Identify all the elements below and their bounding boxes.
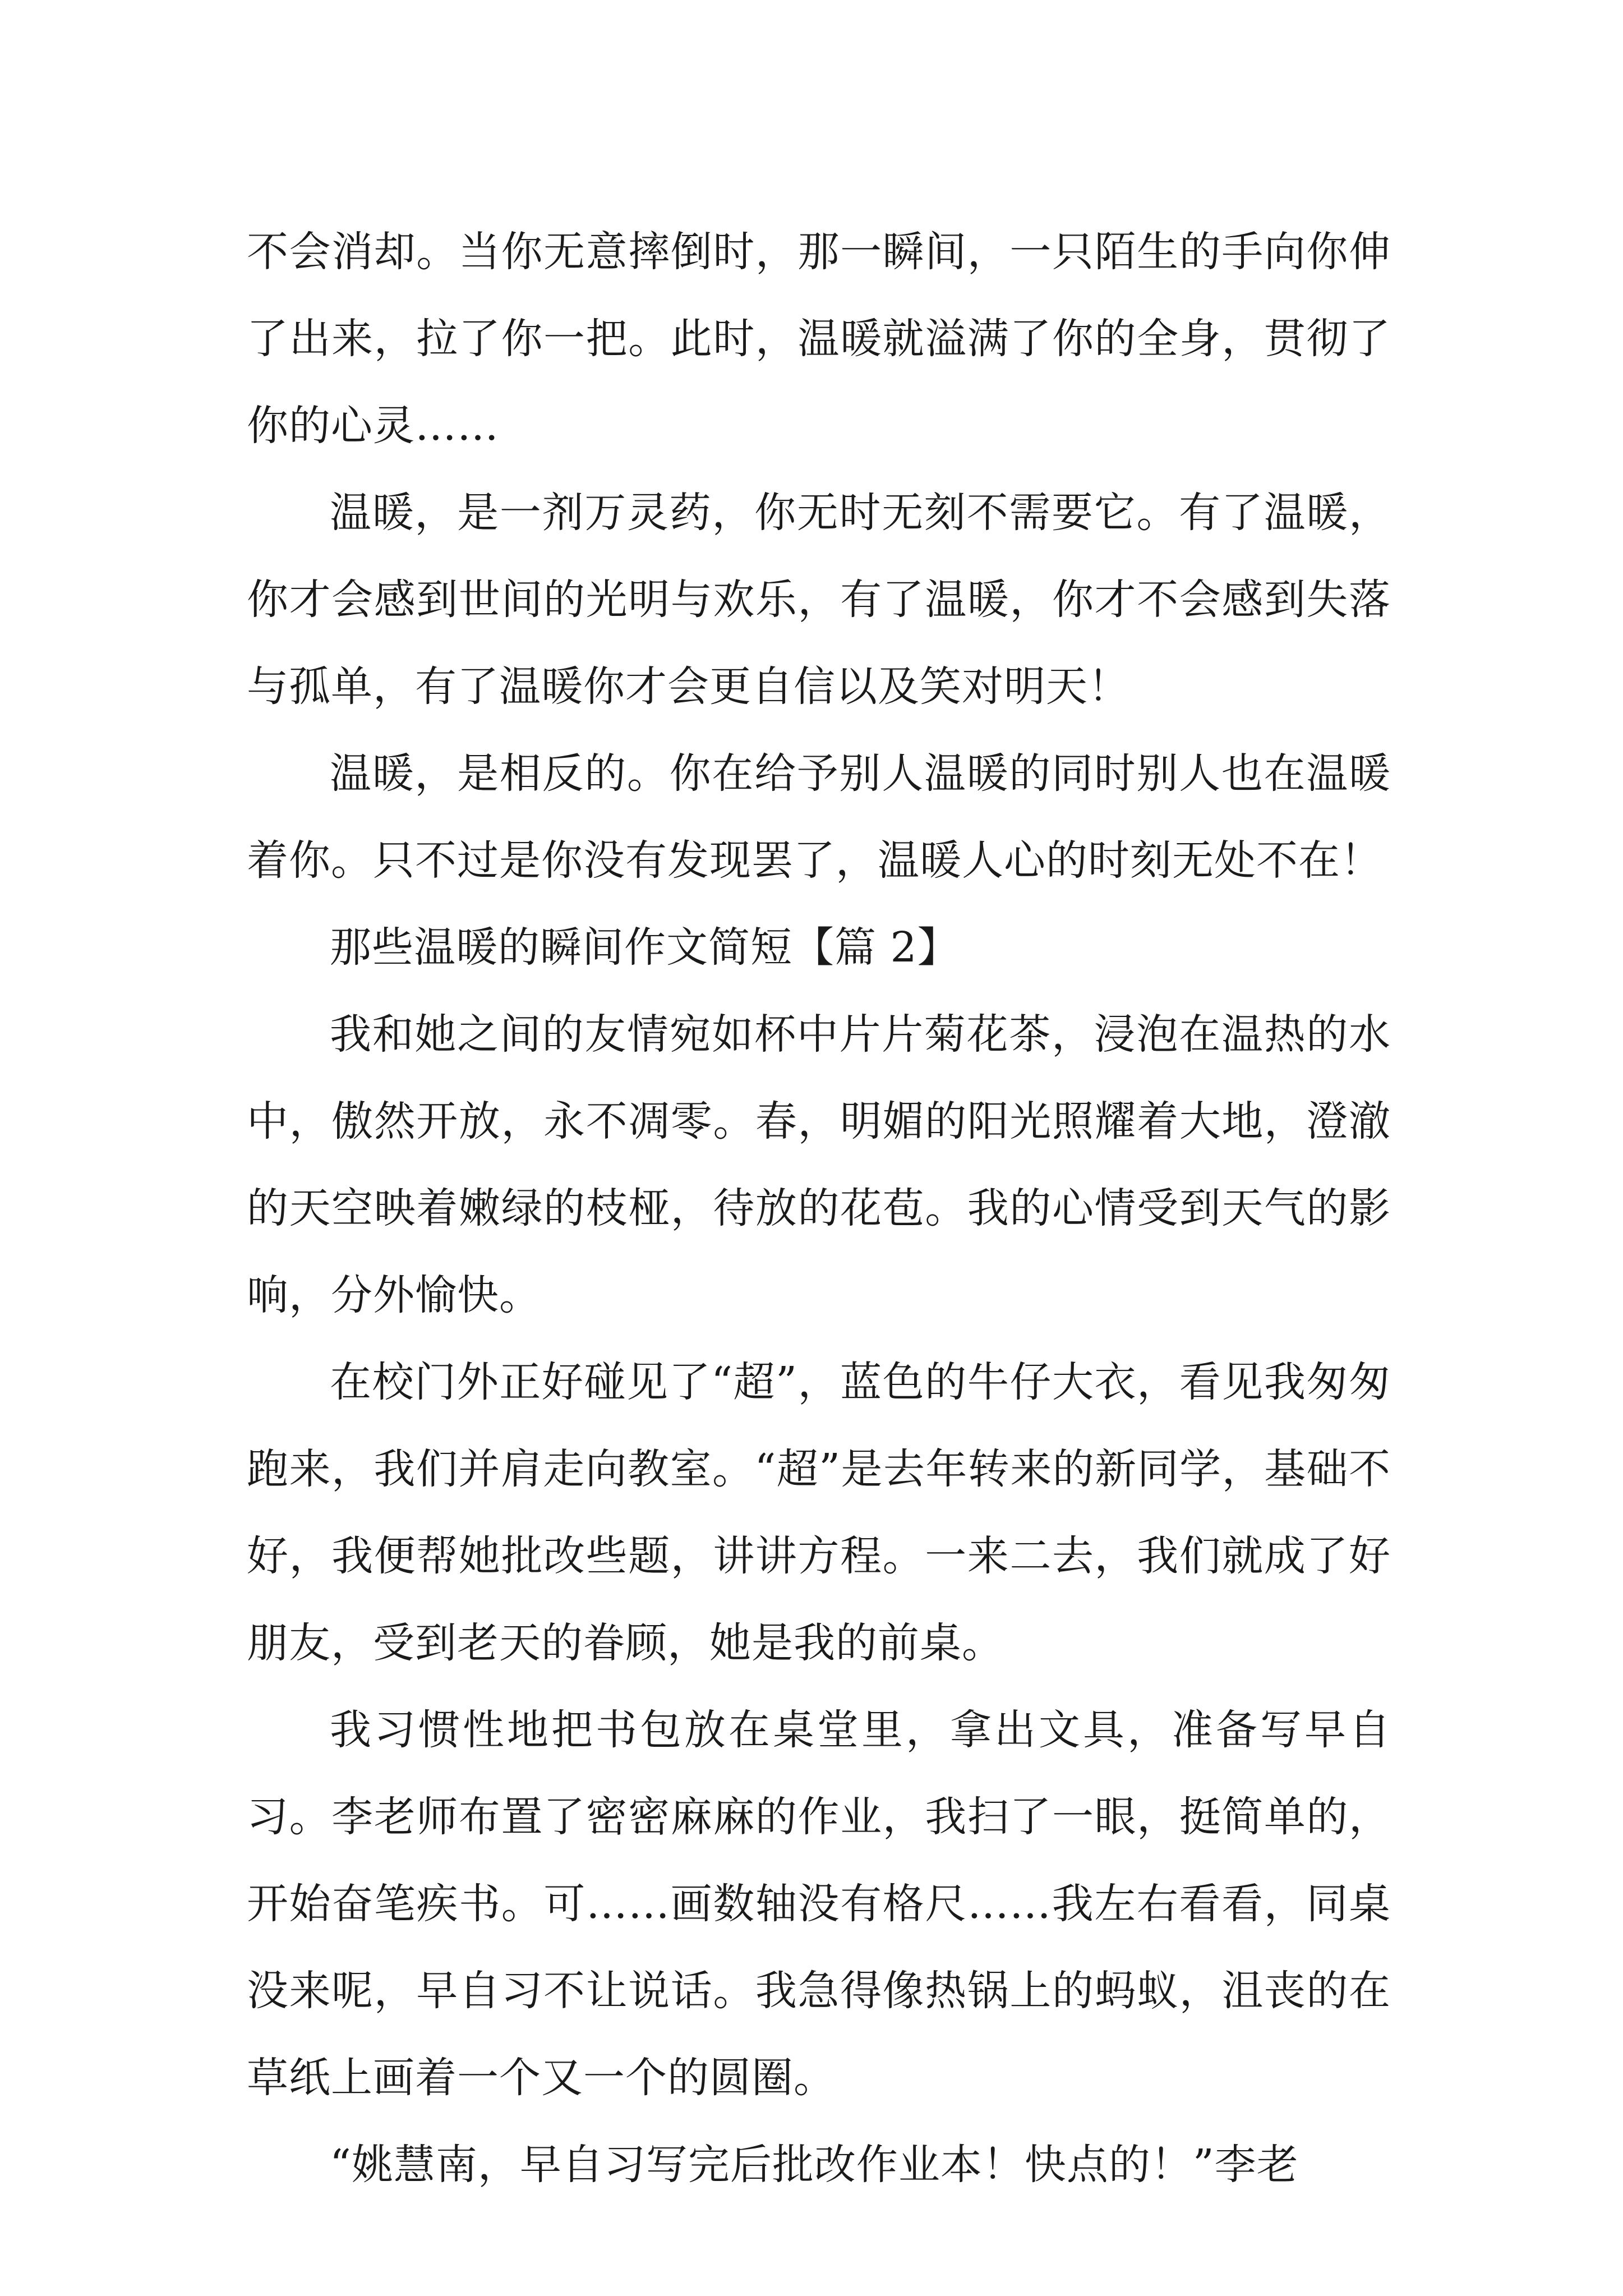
paragraph: 温暖，是相反的。你在给予别人温暖的同时别人也在温暖着你。只不过是你没有发现罢了，温暖人心的时刻无处不在！ [247, 749, 1391, 885]
paragraph-truncated: “姚慧南，早自习写完后批改作业本！快点的！”李老 [330, 2141, 1299, 2189]
paragraph: 在校门外正好碰见了“超”，蓝色的牛仔大衣，看见我匆匆跑来，我们并肩走向教室。“超”是去年转来的新同学，基础不好，我便帮她批改些题，讲讲方程。一来二去，我们就成了好朋友，受到老天的眷顾，她是我的前桌。 [247, 1358, 1391, 1667]
section-heading: 那些温暖的瞬间作文简短【篇 2】 [330, 923, 960, 972]
document-body [247, 209, 1391, 2208]
paragraph: 我和她之间的友情宛如杯中片片菊花茶，浸泡在温热的水中，傲然开放，永不凋零。春，明媚的阳光照耀着大地，澄澈的天空映着嫩绿的枝桠，待放的花苞。我的心情受到天气的影响，分外愉快。 [247, 1010, 1391, 1319]
paragraph-continued: 不会消却。当你无意摔倒时，那一瞬间，一只陌生的手向你伸了出来，拉了你一把。此时，温暖就溢满了你的全身，贯彻了你的心灵…… [247, 228, 1391, 450]
paragraph: 我习惯性地把书包放在桌堂里，拿出文具，准备写早自习。李老师布置了密密麻麻的作业，我扫了一眼，挺简单的，开始奋笔疾书。可……画数轴没有格尺……我左右看看，同桌没来呢，早自习不让说话。我急得像热锅上的蚂蚁，沮丧的在草纸上画着一个又一个的圆圈。 [247, 1706, 1391, 2102]
paragraph: 温暖，是一剂万灵药，你无时无刻不需要它。有了温暖，你才会感到世间的光明与欢乐，有了温暖，你才不会感到失落与孤单，有了温暖你才会更自信以及笑对明天！ [247, 489, 1391, 711]
